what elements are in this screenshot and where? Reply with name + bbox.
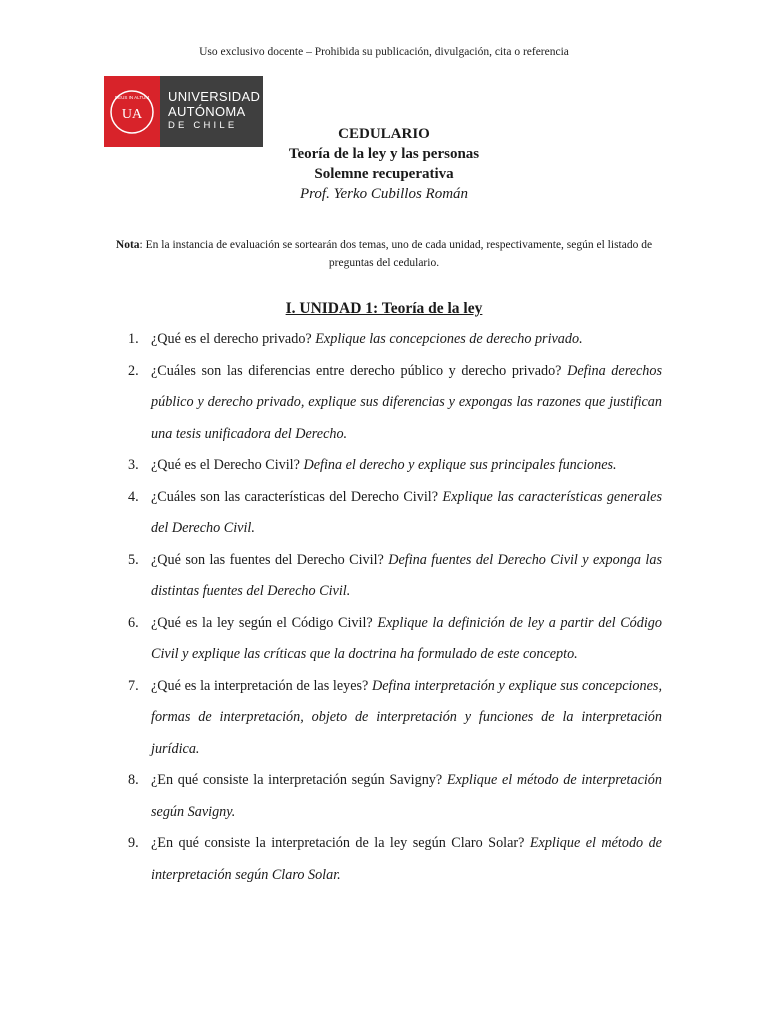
question-text: ¿En qué consiste la interpretación según Savigny? (151, 772, 447, 788)
question-item (108, 324, 662, 356)
question-item (108, 671, 662, 766)
question-number: 5. (128, 551, 139, 568)
question-number: 3. (128, 457, 139, 473)
course-name: Teoría de la ley y las personas (288, 146, 480, 162)
question-number: 2. (128, 362, 139, 379)
question-instruction: Explique el método de interpretación según Savigny. (151, 772, 662, 820)
logo-line-2: AUTÓNOMA (168, 104, 246, 119)
question-text: ¿Qué son las fuentes del Derecho Civil? (151, 551, 389, 568)
question-instruction: Defina el derecho y explique sus principales funciones. (303, 457, 617, 473)
note-text: : En la instancia de evaluación se sortearán dos temas, uno de cada unidad, respectivamente, según el listado de preguntas del cedulario. (139, 239, 653, 269)
professor-name: Prof. Yerko Cubillos Román (299, 186, 469, 202)
logo-initials: UA (121, 106, 143, 122)
question-text: ¿Cuáles son las diferencias entre derecho público y derecho privado? (151, 362, 568, 379)
question-text: ¿En qué consiste la interpretación de la ley según Claro Solar? (151, 835, 530, 851)
question-text: ¿Qué es la ley según el Código Civil? (151, 614, 378, 631)
question-item (108, 765, 662, 828)
usage-notice: Uso exclusivo docente – Prohibida su publicación, divulgación, cita o referencia (199, 46, 569, 58)
logo-motto: DEUS IN ALTUM (114, 94, 150, 100)
note-label: Nota (115, 239, 140, 251)
question-item (108, 356, 662, 451)
question-text: ¿Cuáles son las características del Derecho Civil? (151, 488, 443, 505)
question-text: ¿Qué es el derecho privado? (151, 331, 316, 347)
note-paragraph (108, 236, 660, 272)
question-item (108, 482, 662, 545)
document-header (0, 124, 768, 204)
question-number: 6. (128, 614, 139, 631)
question-number: 7. (128, 677, 139, 694)
question-number: 8. (128, 772, 139, 788)
question-instruction: Defina interpretación y explique sus concepciones, formas de interpretación, objeto de interpretación y funciones de la interpretación jurídica. (151, 677, 662, 757)
question-instruction: Defina derechos público y derecho privado, explique sus diferencias y expongas las razones que justifican una tesis unificadora del Derecho. (151, 362, 662, 442)
question-number: 1. (128, 331, 139, 347)
question-item (108, 545, 662, 608)
exam-name: Solemne recuperativa (314, 166, 454, 182)
question-list (108, 324, 662, 891)
document-title: CEDULARIO (338, 126, 430, 142)
question-number: 4. (128, 488, 139, 505)
question-text: ¿Qué es el Derecho Civil? (151, 457, 304, 473)
question-item (108, 450, 662, 482)
logo-line-3: DE CHILE (168, 120, 238, 131)
question-instruction: Explique las características generales del Derecho Civil. (151, 488, 662, 536)
question-item (108, 828, 662, 891)
question-instruction: Explique el método de interpretación según Claro Solar. (151, 835, 662, 883)
question-text: ¿Qué es la interpretación de las leyes? (151, 677, 372, 694)
question-item (108, 608, 662, 671)
question-instruction: Explique las concepciones de derecho privado. (315, 331, 583, 347)
question-number: 9. (128, 835, 139, 851)
question-instruction: Defina fuentes del Derecho Civil y exponga las distintas fuentes del Derecho Civil. (151, 551, 662, 599)
logo-line-1: UNIVERSIDAD (168, 89, 261, 104)
question-instruction: Explique la definición de ley a partir del Código Civil y explique las críticas que la doctrina ha formulado de este concepto. (151, 614, 662, 662)
section-title: I. UNIDAD 1: Teoría de la ley (285, 300, 483, 317)
